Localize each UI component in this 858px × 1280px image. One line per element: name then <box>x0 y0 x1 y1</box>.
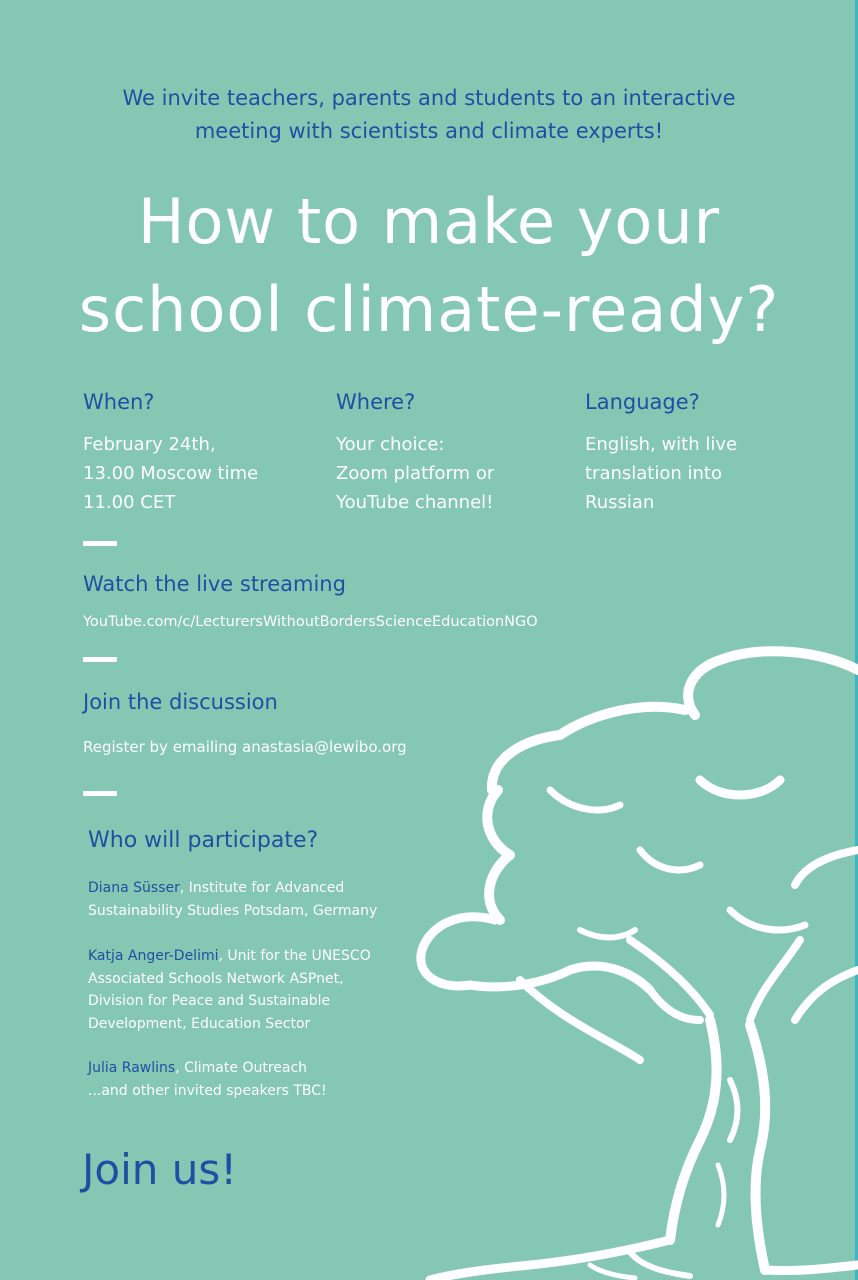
language-line-1: English, with live <box>585 434 738 455</box>
where-line-3: YouTube channel! <box>336 492 494 513</box>
participant-3 <box>88 1057 418 1102</box>
headline-line-1: How to make your <box>137 185 721 258</box>
headline <box>0 178 858 354</box>
participant-2-affiliation-3: Division for Peace and Sustainable <box>88 993 331 1009</box>
where-line-1: Your choice: <box>336 434 445 455</box>
when-line-1: February 24th, <box>83 434 216 455</box>
divider-dash-3 <box>83 791 117 796</box>
discussion-text[interactable]: Register by emailing anastasia@lewibo.org <box>83 738 407 756</box>
invite-line-2: meeting with scientists and climate experts! <box>194 119 664 143</box>
invite-line-1: We invite teachers, parents and students to an interactive <box>122 86 736 110</box>
divider-dash-1 <box>83 541 117 546</box>
stream-heading: Watch the live streaming <box>83 572 346 596</box>
language-line-2: translation into <box>585 463 722 484</box>
participant-1-name: Diana Süsser <box>88 880 180 896</box>
join-us-text: Join us! <box>82 1145 238 1194</box>
where-heading: Where? <box>336 390 416 414</box>
other-speakers-note: ...and other invited speakers TBC! <box>88 1082 327 1099</box>
headline-line-2: school climate-ready? <box>78 273 780 346</box>
participants-heading: Who will participate? <box>88 828 319 853</box>
participant-2-affiliation-2: Associated Schools Network ASPnet, <box>88 970 344 987</box>
where-line-2: Zoom platform or <box>336 463 495 484</box>
participant-2-name: Katja Anger-Delimi <box>88 948 219 964</box>
stream-link[interactable]: YouTube.com/c/LecturersWithoutBordersScienceEducationNGO <box>83 614 538 630</box>
participant-1-affiliation-1: , Institute for Advanced <box>179 880 345 896</box>
participant-2 <box>88 945 418 1035</box>
when-line-2: 13.00 Moscow time <box>83 463 259 484</box>
participant-3-affiliation-1: , Climate Outreach <box>175 1060 308 1076</box>
when-column <box>83 388 323 517</box>
when-heading: When? <box>83 390 155 414</box>
participant-3-name: Julia Rawlins <box>88 1060 176 1076</box>
when-line-3: 11.00 CET <box>83 492 176 513</box>
language-column <box>585 388 825 517</box>
participant-1 <box>88 877 418 922</box>
invite-text <box>0 82 858 148</box>
language-heading: Language? <box>585 390 700 414</box>
divider-dash-2 <box>83 657 117 662</box>
tree-icon <box>400 640 858 1280</box>
where-column <box>336 388 576 517</box>
participant-1-affiliation-2: Sustainability Studies Potsdam, Germany <box>88 902 378 919</box>
discussion-heading: Join the discussion <box>83 690 278 714</box>
participant-2-affiliation-4: Development, Education Sector <box>88 1015 311 1032</box>
language-line-3: Russian <box>585 492 655 513</box>
participant-2-affiliation-1: , Unit for the UNESCO <box>218 948 371 964</box>
